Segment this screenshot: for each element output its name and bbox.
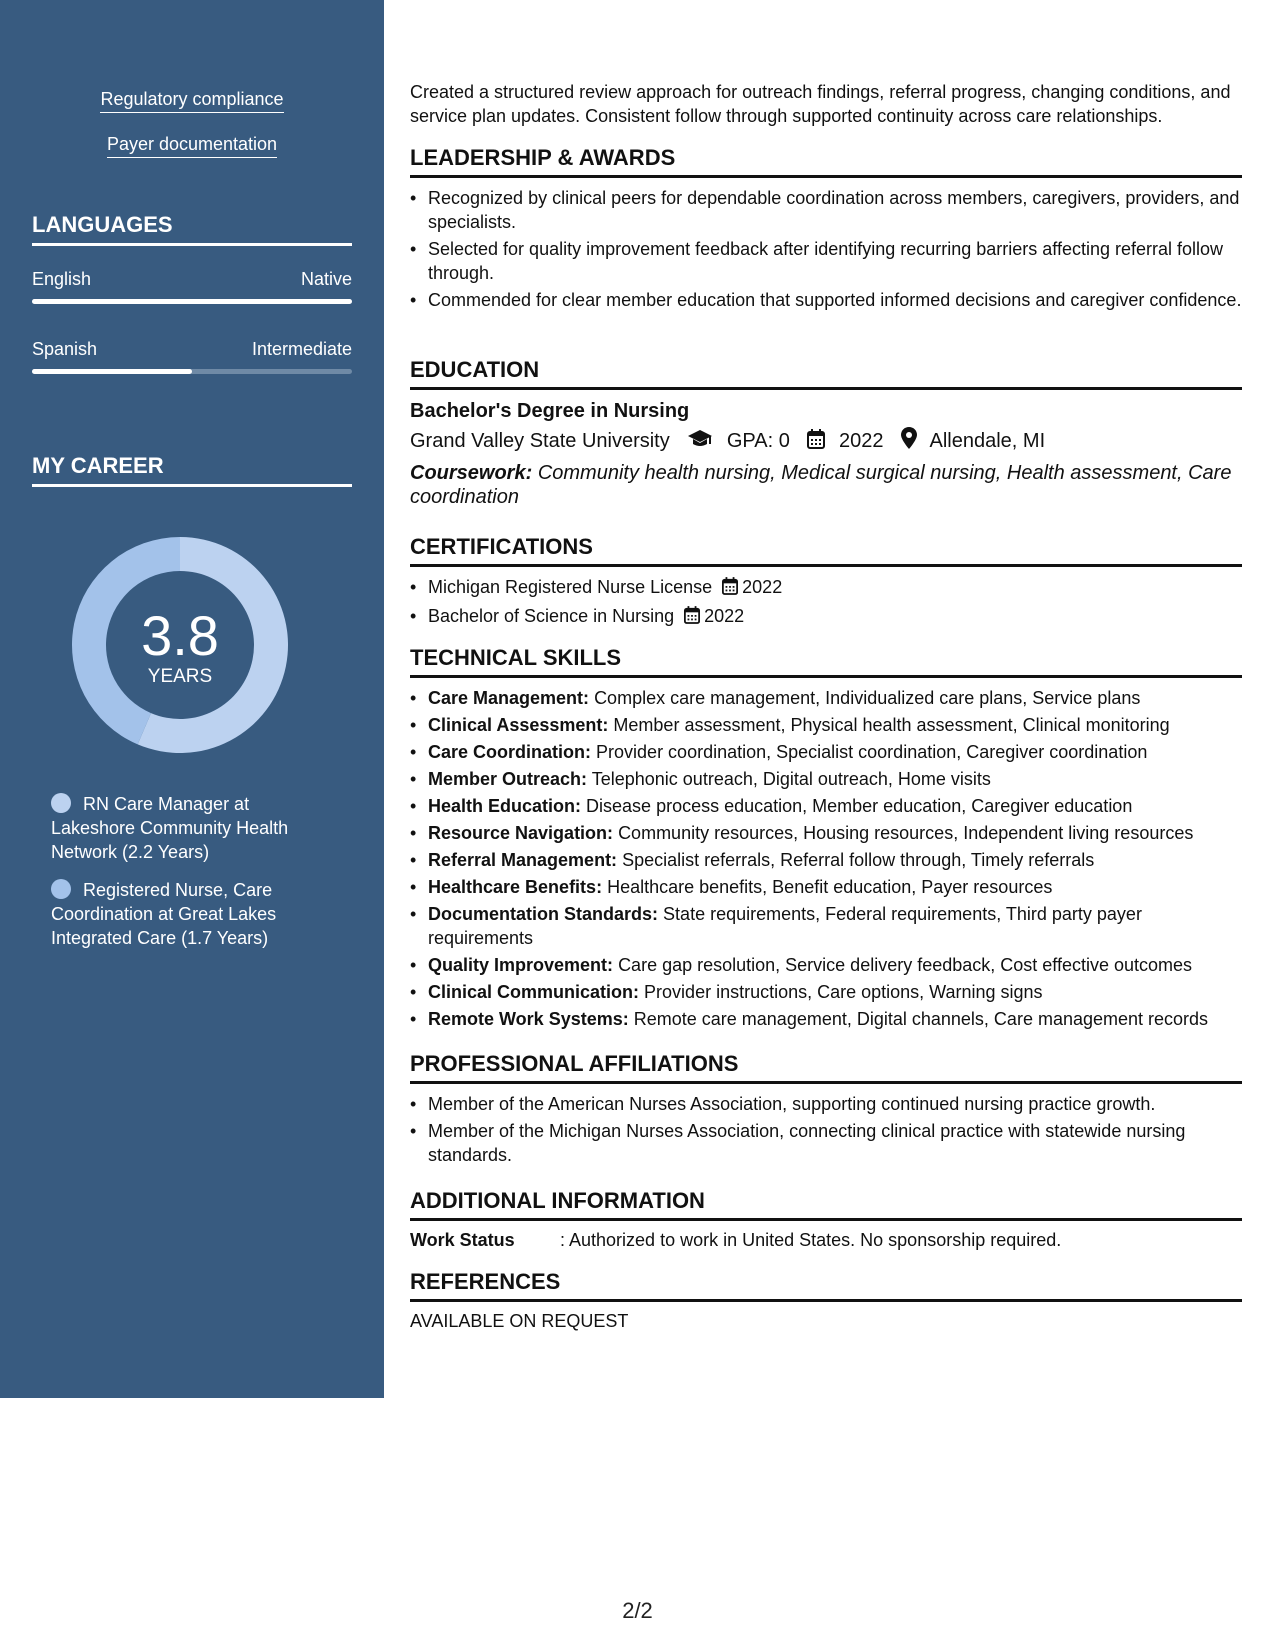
list-item: • Commended for clear member education that supported informed decisions and caregiver confidence. xyxy=(410,288,1242,312)
career-total-value: 3.8 xyxy=(141,604,219,667)
skill-item xyxy=(410,902,1242,950)
affiliations-list xyxy=(410,1092,1242,1170)
skill-label: Clinical Assessment: xyxy=(428,715,609,735)
certification-year: 2022 xyxy=(704,606,745,626)
list-item: • Selected for quality improvement feedback after identifying recurring barriers affecting referral follow through. xyxy=(410,237,1242,285)
additional-info-heading: ADDITIONAL INFORMATION xyxy=(410,1187,1242,1221)
skill-link-payer-documentation[interactable]: Payer documentation xyxy=(0,133,384,158)
language-name: English xyxy=(32,269,92,289)
certification-name: Michigan Registered Nurse License xyxy=(428,577,713,597)
skill-link-regulatory-compliance[interactable]: Regulatory compliance xyxy=(0,88,384,113)
list-item xyxy=(410,575,1242,601)
certification-name: Bachelor of Science in Nursing xyxy=(428,606,675,626)
skill-label: Resource Navigation: xyxy=(428,823,614,843)
skill-text: Care gap resolution, Service delivery feedback, Cost effective outcomes xyxy=(618,955,1193,975)
skill-item xyxy=(410,767,1242,791)
leadership-heading: LEADERSHIP & AWARDS xyxy=(410,144,1242,178)
language-bar-fill xyxy=(32,299,352,304)
skill-text: Healthcare benefits, Benefit education, Payer resources xyxy=(607,877,1053,897)
skill-text: Member assessment, Physical health assessment, Clinical monitoring xyxy=(613,715,1170,735)
intro-paragraph: Created a structured review approach for outreach findings, referral progress, changing conditions, and service plan updates. Consistent follow through supported continuity across care relationships. xyxy=(410,82,1231,126)
language-bar-spanish xyxy=(32,369,352,374)
work-status-label: Work Status xyxy=(410,1230,515,1250)
school-location: Allendale, MI xyxy=(929,430,1046,452)
skill-text: Complex care management, Individualized care plans, Service plans xyxy=(594,688,1141,708)
skill-label: Documentation Standards: xyxy=(428,904,659,924)
list-item xyxy=(410,604,1242,630)
skill-text: Provider instructions, Care options, Warning signs xyxy=(644,982,1043,1002)
certifications-list xyxy=(410,575,1242,633)
education-entry xyxy=(410,398,1242,509)
skill-label: Member Outreach: xyxy=(428,769,588,789)
career-legend-dot xyxy=(51,793,71,813)
skill-label: Referral Management: xyxy=(428,850,618,870)
skill-label: Clinical Communication: xyxy=(428,982,640,1002)
certification-year: 2022 xyxy=(742,577,783,597)
career-item xyxy=(51,792,331,864)
references-heading: REFERENCES xyxy=(410,1268,1242,1302)
leadership-list xyxy=(410,186,1242,315)
skill-text: Community resources, Housing resources, Independent living resources xyxy=(618,823,1194,843)
list-item: • Member of the Michigan Nurses Association, connecting clinical practice with statewide nursing standards. xyxy=(410,1119,1242,1167)
career-item xyxy=(51,878,331,950)
education-heading: EDUCATION xyxy=(410,356,1242,390)
language-row-english xyxy=(32,268,352,290)
graduation-year: 2022 xyxy=(839,430,884,452)
school-name: Grand Valley State University xyxy=(410,430,670,452)
technical-skills-heading: TECHNICAL SKILLS xyxy=(410,644,1242,678)
skill-label: Quality Improvement: xyxy=(428,955,614,975)
skill-item xyxy=(410,713,1242,737)
technical-skills-list xyxy=(410,686,1242,1034)
page-number: 2/2 xyxy=(622,1598,653,1623)
certifications-heading: CERTIFICATIONS xyxy=(410,533,1242,567)
skill-text: Provider coordination, Specialist coordination, Caregiver coordination xyxy=(596,742,1148,762)
map-pin-icon xyxy=(901,427,917,456)
career-total-unit: YEARS xyxy=(147,666,213,687)
language-name: Spanish xyxy=(32,339,98,359)
list-item: • Recognized by clinical peers for dependable coordination across members, caregivers, providers, and specialists. xyxy=(410,186,1242,234)
skill-label: Remote Work Systems: xyxy=(428,1009,629,1029)
language-level: Native xyxy=(300,269,352,289)
references-text: AVAILABLE ON REQUEST xyxy=(410,1311,629,1331)
sidebar xyxy=(0,0,384,1398)
work-status-row xyxy=(410,1229,1242,1251)
graduation-cap-icon xyxy=(687,429,713,456)
language-level: Intermediate xyxy=(251,339,352,359)
skill-text: Disease process education, Member education, Caregiver education xyxy=(586,796,1133,816)
skill-item xyxy=(410,821,1242,845)
skill-item xyxy=(410,848,1242,872)
degree-title: Bachelor's Degree in Nursing xyxy=(410,400,690,422)
skill-text: State requirements, Federal requirements, Third party payer requirements xyxy=(428,904,1142,948)
calendar-icon xyxy=(684,606,700,630)
gpa: GPA: 0 xyxy=(726,430,790,452)
career-legend-dot xyxy=(51,879,71,899)
list-item: • Member of the American Nurses Association, supporting continued nursing practice growth. xyxy=(410,1092,1242,1116)
coursework-text: Community health nursing, Medical surgical nursing, Health assessment, Care coordination xyxy=(410,462,1232,508)
coursework-label: Coursework: xyxy=(410,462,533,484)
career-heading: MY CAREER xyxy=(32,452,352,487)
work-status-value: : Authorized to work in United States. No sponsorship required. xyxy=(560,1230,1062,1250)
skill-text: Telephonic outreach, Digital outreach, Home visits xyxy=(591,769,991,789)
career-item-text: RN Care Manager at Lakeshore Community Health Network (2.2 Years) xyxy=(51,794,289,862)
skill-text: Remote care management, Digital channels, Care management records xyxy=(633,1009,1209,1029)
skill-label: Healthcare Benefits: xyxy=(428,877,603,897)
affiliations-heading: PROFESSIONAL AFFILIATIONS xyxy=(410,1050,1242,1084)
skill-item xyxy=(410,740,1242,764)
skill-item xyxy=(410,1007,1242,1031)
skill-item xyxy=(410,794,1242,818)
skill-item xyxy=(410,980,1242,1004)
skill-text: Specialist referrals, Referral follow through, Timely referrals xyxy=(622,850,1095,870)
language-bar-english xyxy=(32,299,352,304)
education-meta xyxy=(410,427,1242,456)
skill-label: Care Coordination: xyxy=(428,742,592,762)
skill-item xyxy=(410,875,1242,899)
coursework xyxy=(410,461,1242,509)
calendar-icon xyxy=(722,577,738,601)
skill-label: Care Management: xyxy=(428,688,590,708)
languages-heading: LANGUAGES xyxy=(32,211,352,246)
language-bar-fill xyxy=(32,369,192,374)
language-row-spanish xyxy=(32,338,352,360)
career-item-text: Registered Nurse, Care Coordination at Great Lakes Integrated Care (1.7 Years) xyxy=(51,880,277,948)
skill-label: Health Education: xyxy=(428,796,582,816)
calendar-icon xyxy=(807,429,825,456)
skill-item xyxy=(410,953,1242,977)
skill-item xyxy=(410,686,1242,710)
